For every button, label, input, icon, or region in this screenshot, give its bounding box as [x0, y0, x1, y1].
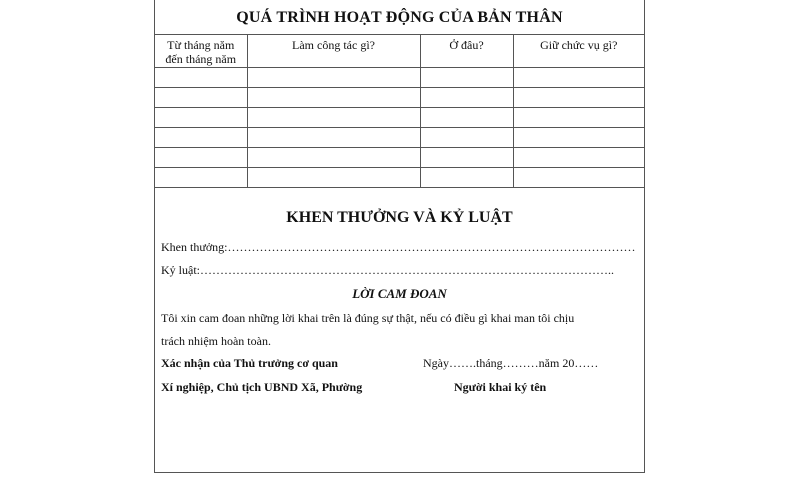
table-row	[155, 108, 644, 128]
confirm-line2: Xí nghiệp, Chủ tịch UBND Xã, Phường	[161, 380, 363, 394]
col-header-period: Từ tháng năm đến tháng năm	[155, 35, 247, 68]
col-header-location: Ở đâu?	[420, 35, 513, 68]
date-line: Ngày…….tháng………năm 20……	[423, 356, 599, 370]
reward-line: Khen thưởng:…………………………………………………………………………………………	[161, 240, 636, 254]
confirm-line1: Xác nhận của Thủ trưởng cơ quan	[161, 356, 338, 370]
activity-table	[155, 34, 644, 188]
form-page	[154, 0, 645, 473]
table-row	[155, 128, 644, 148]
discipline-line: Kỷ luật:…………………………………………………………………………………………..	[161, 263, 614, 277]
table-row	[155, 68, 644, 88]
pledge-text-line1: Tôi xin cam đoan những lời khai trên là đúng sự thật, nếu có điều gì khai man tôi chịu	[161, 311, 575, 325]
table-row	[155, 88, 644, 108]
rewards-title: KHEN THƯỞNG VÀ KỶ LUẬT	[286, 209, 513, 226]
pledge-title: LỜI CAM ĐOAN	[352, 286, 447, 301]
table-row	[155, 148, 644, 168]
table-row	[155, 168, 644, 188]
col-header-position: Giữ chức vụ gì?	[513, 35, 644, 68]
activity-title: QUÁ TRÌNH HOẠT ĐỘNG CỦA BẢN THÂN	[236, 9, 563, 26]
pledge-text-line2: trách nhiệm hoàn toàn.	[161, 334, 271, 348]
signer-label: Người khai ký tên	[454, 380, 547, 394]
col-header-job: Làm công tác gì?	[247, 35, 420, 68]
table-header-row	[155, 35, 644, 68]
